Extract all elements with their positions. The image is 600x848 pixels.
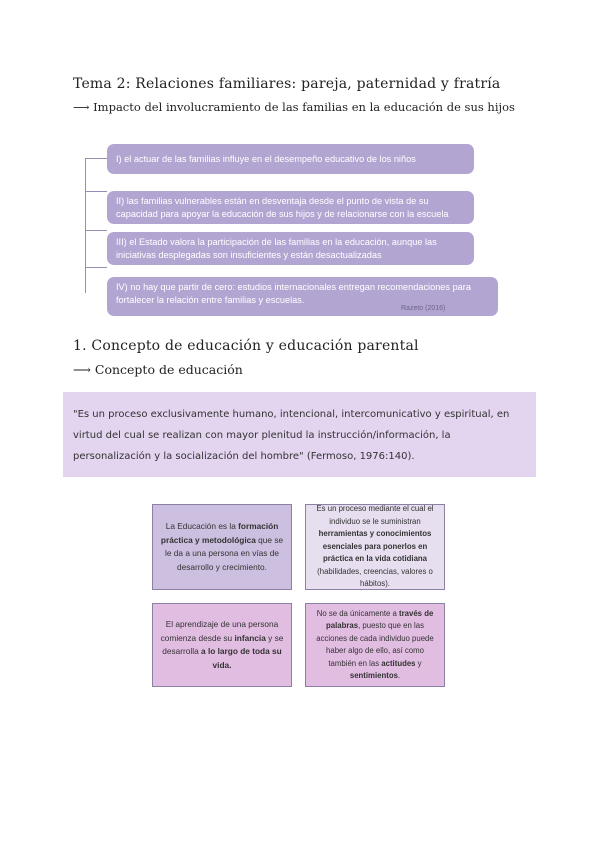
concept-card-1-text: La Educación es la formación práctica y metodológica que se le da a una persona en vías de desarrollo y crecimiento. [160,521,284,572]
diagram-item-1 [107,144,474,174]
diagram-item-3-text: III) el Estado valora la participación de las familias en la educación, aunque las iniciativas desplegadas son insuficientes y están desactualizadas [116,237,437,260]
concept-card-4 [305,603,445,687]
section-subtitle: ⟶ Concepto de educación [73,362,243,377]
concept-card-3 [152,603,292,687]
diagram-item-4-text: IV) no hay que partir de cero: estudios internacionales entregan recomendaciones para fortalecer la relación entre familias y escuelas. [116,282,471,305]
section-title: 1. Concepto de educación y educación parental [73,338,419,354]
diagram-item-2 [107,191,474,224]
diagram-connector-branch [85,158,107,159]
diagram-connector-branch [85,267,107,268]
concept-card-2-text: Es un proceso mediante el cual el individuo se le suministran herramientas y conocimientos esenciales para ponerlos en práctica en la vida cotidiana (habilidades, creencias, valores o hábitos). [316,504,434,589]
diagram-item-1-text: I) el actuar de las familias influye en el desempeño educativo de los niños [116,154,416,164]
concept-card-1 [152,504,292,590]
diagram-connector-branch [85,230,107,231]
document-title: Tema 2: Relaciones familiares: pareja, paternidad y fratría [73,76,501,92]
quote-text: "Es un proceso exclusivamente humano, intencional, intercomunicativo y espiritual, en virtud del cual se realizan con mayor plenitud la instrucción/información, la personalización y la socialización del hombre" (Fermoso, 1976:140). [73,409,510,462]
diagram-connector [85,158,86,293]
concept-card-3-text: El aprendizaje de una persona comienza desde su infancia y se desarrolla a lo largo de toda su vida. [160,619,284,670]
concept-card-4-text: No se da únicamente a través de palabras, puesto que en las acciones de cada individuo puede haber algo de ello, así como también en las actitudes y sentimientos. [316,608,434,680]
document-subtitle: ⟶ Impacto del involucramiento de las familias en la educación de sus hijos [73,100,515,114]
concept-card-2 [305,504,445,590]
diagram-item-3 [107,232,474,265]
definition-quote [63,392,536,477]
diagram-item-2-text: II) las familias vulnerables están en desventaja desde el punto de vista de su capacidad para apoyar la educación de sus hijos y de relacionarse con la escuela [116,196,449,219]
diagram-source: Razeto (2016) [401,305,446,312]
diagram-connector-branch [85,191,107,192]
